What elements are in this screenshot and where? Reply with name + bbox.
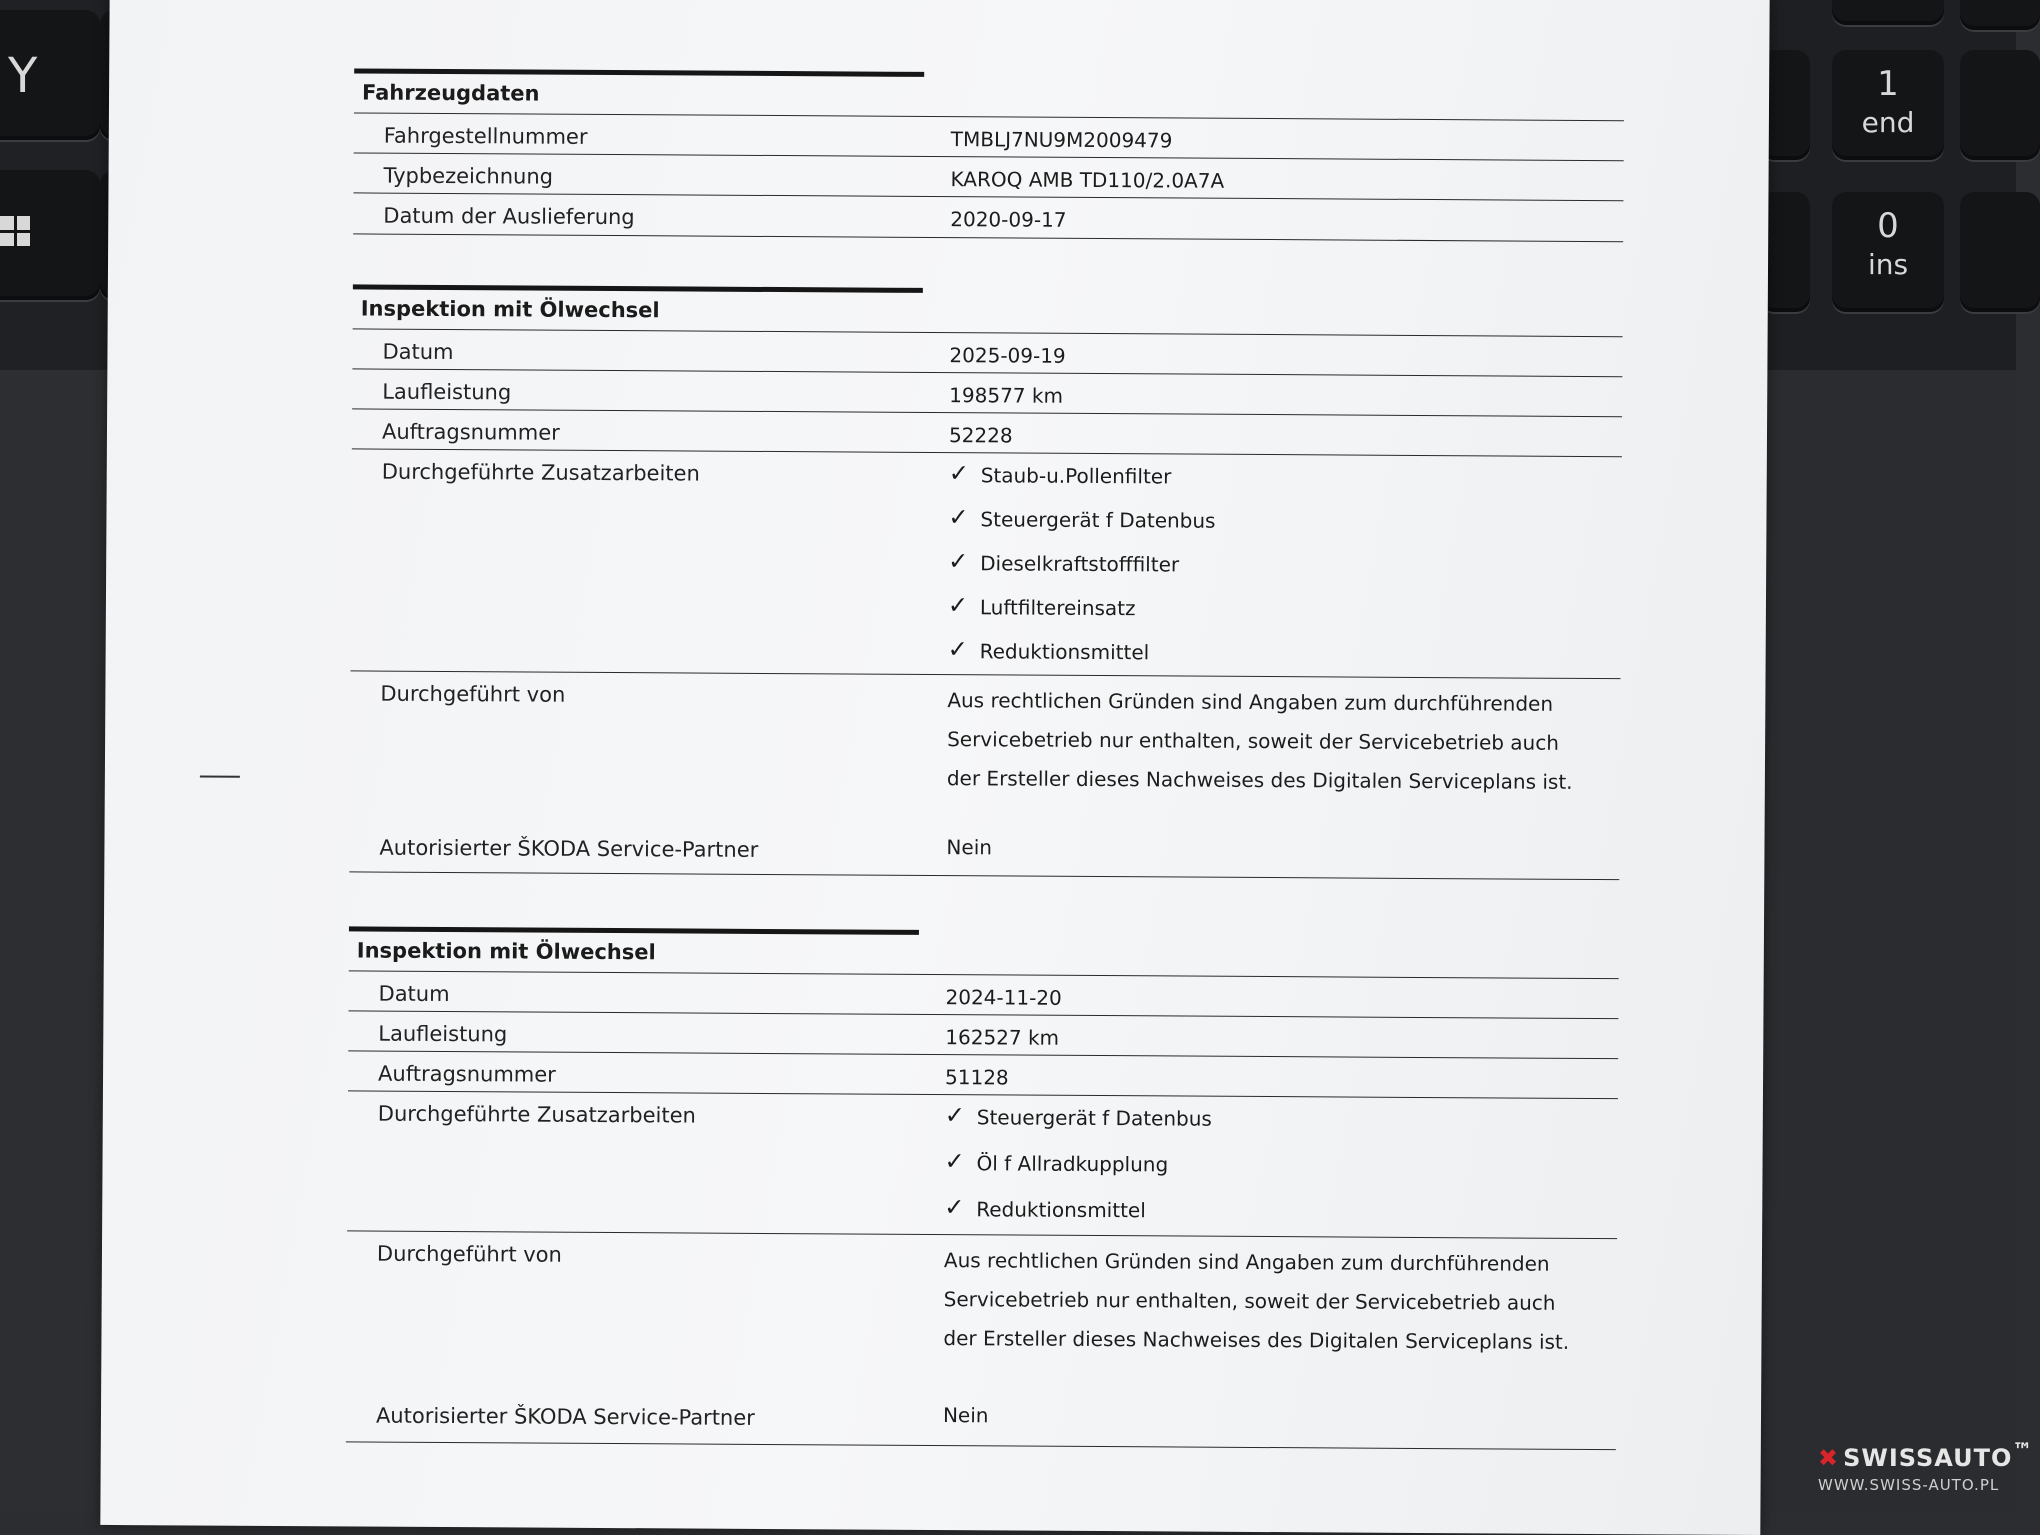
swissauto-cross-icon: ✖ (1818, 1444, 1840, 1472)
work-item: Luftfiltereinsatz (979, 595, 1136, 621)
row-label: Datum (378, 981, 450, 1007)
checkmark-icon: ✓ (944, 1101, 966, 1130)
watermark (1818, 1438, 2033, 1494)
row-label: Durchgeführte Zusatzarbeiten (377, 1101, 696, 1128)
key-partial (1960, 50, 2040, 160)
key-partial (1960, 192, 2040, 312)
watermark-tm: ™ (2012, 1438, 2034, 1462)
list-item (944, 1101, 1212, 1153)
paper-document (100, 0, 1769, 1535)
row-label: Auftragsnummer (381, 419, 560, 445)
row-label: Durchgeführt von (380, 681, 566, 707)
row-label: Auftragsnummer (378, 1061, 556, 1087)
work-item: Steuergerät f Datenbus (980, 507, 1216, 533)
key-partial (1832, 0, 1944, 25)
work-item: Staub-u.Pollenfilter (980, 463, 1172, 489)
additional-work-list (944, 1101, 1212, 1245)
section-bar (354, 68, 924, 76)
section-title: Fahrzeugdaten (361, 80, 540, 106)
list-item (948, 547, 1215, 597)
partner-value: Nein (946, 835, 993, 860)
windows-icon (0, 216, 30, 246)
work-item: Steuergerät f Datenbus (976, 1105, 1212, 1131)
row-label: Fahrgestellnummer (383, 123, 588, 149)
list-item (947, 591, 1215, 641)
watermark-brand: SWISSAUTO (1843, 1444, 2013, 1472)
row-label: Laufleistung (382, 379, 512, 405)
watermark-logo (1818, 1438, 2033, 1472)
row-value: 51128 (944, 1065, 1009, 1090)
key-y-letter: Y (8, 48, 38, 104)
checkmark-icon: ✓ (947, 635, 968, 664)
section-inspection-2024 (349, 926, 1619, 1430)
work-item: Dieselkraftstofffilter (980, 551, 1180, 577)
partner-label: Autorisierter ŠKODA Service-Partner (375, 1403, 755, 1430)
section-inspection-2025 (353, 284, 1623, 862)
key-windows (0, 170, 100, 300)
additional-work-list (947, 459, 1216, 685)
row-value: 198577 km (949, 383, 1064, 408)
key-ins-label: ins (1867, 248, 1909, 281)
key-end-number: 1 (1877, 64, 1899, 104)
row-value: 2020-09-17 (950, 207, 1067, 232)
checkmark-icon: ✓ (944, 1193, 965, 1222)
key-ins (1832, 192, 1944, 312)
row-label: Datum (382, 339, 454, 365)
section-vehicle-data (354, 68, 1624, 232)
work-item: Reduktionsmittel (979, 639, 1150, 665)
row-value: TMBLJ7NU9M2009479 (950, 127, 1173, 153)
row-value: 52228 (948, 423, 1013, 448)
row-label: Durchgeführte Zusatzarbeiten (381, 459, 700, 486)
checkmark-icon: ✓ (948, 503, 969, 532)
section-title: Inspektion mit Ölwechsel (360, 296, 660, 323)
row-label: Laufleistung (378, 1021, 508, 1047)
work-item: Reduktionsmittel (976, 1197, 1146, 1223)
key-partial (1960, 0, 2040, 30)
table-row (351, 448, 1622, 679)
key-ins-number: 0 (1877, 206, 1899, 246)
key-y (0, 10, 100, 140)
section-title: Inspektion mit Ölwechsel (356, 938, 656, 965)
row-value: 2024-11-20 (945, 985, 1062, 1010)
row-value: Aus rechtlichen Gründen sind Angaben zum durchführenden Servicebetrieb nur enthalten, soweit der Servicebetrieb auch der Ersteller dieses Nachweises des Digitalen Serviceplans ist. (943, 1248, 1570, 1354)
table-row (353, 192, 1623, 242)
work-item: Öl f Allradkupplung (976, 1151, 1169, 1177)
row-value: 162527 km (945, 1025, 1060, 1050)
list-item (948, 459, 1216, 509)
margin-dash (200, 776, 240, 778)
checkmark-icon: ✓ (944, 1147, 965, 1176)
table-row (349, 670, 1620, 880)
partner-label: Autorisierter ŠKODA Service-Partner (379, 835, 759, 862)
row-value: 2025-09-19 (949, 343, 1066, 368)
row-label: Datum der Auslieferung (383, 203, 635, 230)
watermark-url: WWW.SWISS-AUTO.PL (1818, 1476, 2000, 1494)
row-label: Typbezeichnung (383, 163, 554, 189)
checkmark-icon: ✓ (948, 547, 969, 576)
partner-value: Nein (942, 1403, 989, 1428)
list-item (944, 1147, 1211, 1199)
row-value: Aus rechtlichen Gründen sind Angaben zum durchführenden Servicebetrieb nur enthalten, soweit der Servicebetrieb auch der Ersteller dieses Nachweises des Digitalen Serviceplans ist. (946, 688, 1573, 794)
key-end (1832, 50, 1944, 160)
table-row (346, 1230, 1617, 1450)
section-bar (353, 284, 923, 292)
checkmark-icon: ✓ (947, 591, 969, 620)
table-row (347, 1090, 1618, 1239)
key-end-label: end (1861, 106, 1915, 139)
row-value: KAROQ AMB TD110/2.0A7A (950, 167, 1225, 193)
list-item (948, 503, 1216, 553)
checkmark-icon: ✓ (948, 459, 969, 488)
section-bar (349, 926, 919, 934)
row-label: Durchgeführt von (376, 1241, 562, 1267)
